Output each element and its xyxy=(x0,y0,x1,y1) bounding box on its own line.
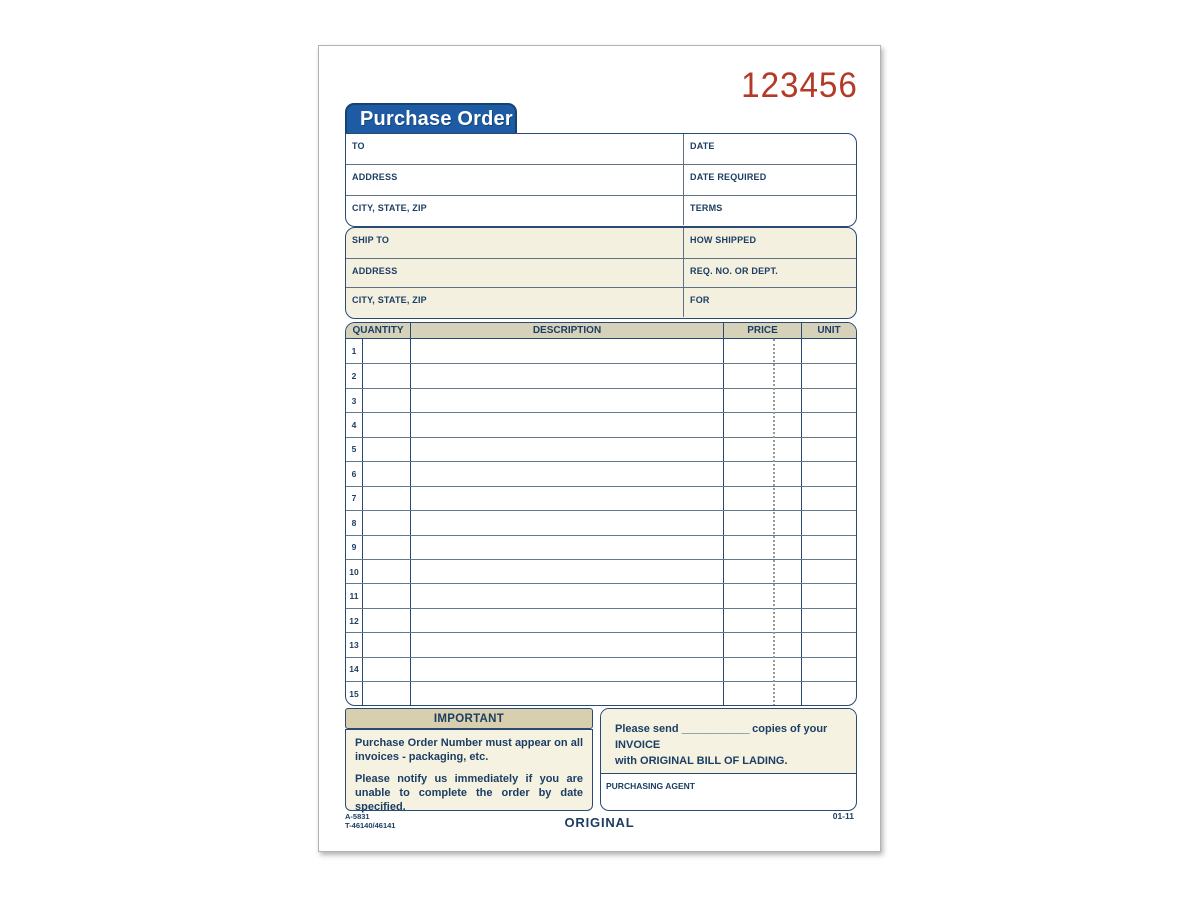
invoice-note-line2: with ORIGINAL BILL OF LADING. xyxy=(615,754,788,767)
description-cell xyxy=(411,462,724,485)
price-cell xyxy=(724,462,802,485)
description-cell xyxy=(411,511,724,534)
order-number: 123456 xyxy=(741,66,858,105)
table-row xyxy=(346,461,856,485)
ship-city-state-zip-field-label: CITY, STATE, ZIP xyxy=(352,295,427,306)
date-field-label: DATE xyxy=(690,141,715,151)
items-table-header xyxy=(346,323,856,339)
row-number: 14 xyxy=(346,658,363,681)
description-cell xyxy=(411,389,724,412)
items-table xyxy=(345,322,857,706)
table-row xyxy=(346,583,856,607)
unit-cell xyxy=(802,413,856,436)
row-number: 15 xyxy=(346,682,363,705)
quantity-cell xyxy=(363,364,411,387)
price-cell xyxy=(724,658,802,681)
quantity-cell xyxy=(363,487,411,510)
row-number: 11 xyxy=(346,584,363,607)
unit-cell xyxy=(802,339,856,363)
row-number: 8 xyxy=(346,511,363,534)
table-row xyxy=(346,681,856,705)
quantity-cell xyxy=(363,462,411,485)
description-cell xyxy=(411,536,724,559)
quantity-cell xyxy=(363,560,411,583)
row-number: 1 xyxy=(346,339,363,363)
description-cell xyxy=(411,364,724,387)
table-row xyxy=(346,559,856,583)
date-code: 01-11 xyxy=(832,811,854,821)
price-decimal-dotted-rule xyxy=(773,339,775,706)
quantity-cell xyxy=(363,438,411,461)
row-number: 7 xyxy=(346,487,363,510)
invoice-instruction-box xyxy=(600,708,857,811)
important-paragraph-2: Please notify us immediately if you are unable to complete the order by date specified. xyxy=(355,772,583,814)
price-cell xyxy=(724,438,802,461)
table-row xyxy=(346,632,856,656)
important-heading: IMPORTANT xyxy=(433,712,505,725)
ship-to-section xyxy=(345,227,857,319)
field-row xyxy=(346,287,856,317)
field-row xyxy=(346,134,856,164)
description-cell xyxy=(411,658,724,681)
row-number: 13 xyxy=(346,633,363,656)
row-number: 2 xyxy=(346,364,363,387)
table-row xyxy=(346,363,856,387)
unit-column-header: UNIT xyxy=(817,325,841,336)
price-cell xyxy=(724,536,802,559)
to-field-label: TO xyxy=(352,141,365,151)
quantity-cell xyxy=(363,658,411,681)
row-number: 9 xyxy=(346,536,363,559)
description-cell xyxy=(411,438,724,461)
unit-cell xyxy=(802,487,856,510)
form-title: Purchase Order xyxy=(360,107,513,130)
table-row xyxy=(346,339,856,363)
bill-to-section xyxy=(345,133,857,227)
quantity-cell xyxy=(363,389,411,412)
price-cell xyxy=(724,560,802,583)
unit-cell xyxy=(802,609,856,632)
description-cell xyxy=(411,584,724,607)
price-cell xyxy=(724,633,802,656)
purchase-order-form-page xyxy=(318,45,881,852)
copy-designation: ORIGINAL xyxy=(564,815,635,830)
important-body xyxy=(345,729,593,814)
description-cell xyxy=(411,682,724,705)
field-row xyxy=(346,258,856,288)
important-header xyxy=(345,708,593,729)
title-tab xyxy=(345,103,517,133)
field-row xyxy=(346,164,856,194)
table-row xyxy=(346,535,856,559)
items-table-body xyxy=(346,339,856,706)
price-cell xyxy=(724,609,802,632)
price-cell xyxy=(724,682,802,705)
price-column-header: PRICE xyxy=(724,323,802,338)
form-code-2: T-46140/46141 xyxy=(345,820,396,830)
table-row xyxy=(346,608,856,632)
field-row xyxy=(346,195,856,225)
table-row xyxy=(346,486,856,510)
quantity-cell xyxy=(363,511,411,534)
invoice-note-pre: Please send xyxy=(615,723,679,735)
price-cell xyxy=(724,487,802,510)
purchasing-agent-area xyxy=(601,774,856,796)
quantity-cell xyxy=(363,633,411,656)
date-required-field-label: DATE REQUIRED xyxy=(690,172,767,183)
quantity-cell xyxy=(363,682,411,705)
important-paragraph-1: Purchase Order Number must appear on all invoices - packaging, etc. xyxy=(355,737,583,764)
row-number: 3 xyxy=(346,389,363,412)
row-number: 12 xyxy=(346,609,363,632)
unit-cell xyxy=(802,462,856,485)
how-shipped-field-label: HOW SHIPPED xyxy=(690,235,757,245)
unit-cell xyxy=(802,389,856,412)
unit-cell xyxy=(802,658,856,681)
address-field-label: ADDRESS xyxy=(352,172,398,183)
description-column-header: DESCRIPTION xyxy=(411,323,724,338)
unit-cell xyxy=(802,584,856,607)
purchasing-agent-label: PURCHASING AGENT xyxy=(606,781,695,791)
description-cell xyxy=(411,560,724,583)
form-code-1: A-5831 xyxy=(345,812,370,821)
row-number: 10 xyxy=(346,560,363,583)
invoice-note-post: copies of your INVOICE xyxy=(615,723,828,751)
description-cell xyxy=(411,487,724,510)
unit-cell xyxy=(802,536,856,559)
quantity-cell xyxy=(363,584,411,607)
description-cell xyxy=(411,633,724,656)
price-cell xyxy=(724,389,802,412)
unit-cell xyxy=(802,560,856,583)
table-row xyxy=(346,412,856,436)
table-row xyxy=(346,388,856,412)
description-cell xyxy=(411,609,724,632)
unit-cell xyxy=(802,633,856,656)
row-number: 4 xyxy=(346,413,363,436)
description-cell xyxy=(411,413,724,436)
ship-address-field-label: ADDRESS xyxy=(352,265,398,276)
quantity-cell xyxy=(363,536,411,559)
for-field-label: FOR xyxy=(690,295,710,306)
terms-field-label: TERMS xyxy=(690,202,723,213)
copies-blank-line: ____________ xyxy=(681,723,750,735)
city-state-zip-field-label: CITY, STATE, ZIP xyxy=(352,202,427,213)
price-cell xyxy=(724,584,802,607)
price-cell xyxy=(724,339,802,363)
quantity-cell xyxy=(363,609,411,632)
price-cell xyxy=(724,511,802,534)
table-row xyxy=(346,510,856,534)
unit-cell xyxy=(802,682,856,705)
table-row xyxy=(346,437,856,461)
price-cell xyxy=(724,364,802,387)
price-cell xyxy=(724,413,802,436)
row-number: 5 xyxy=(346,438,363,461)
quantity-cell xyxy=(363,339,411,363)
row-number: 6 xyxy=(346,462,363,485)
table-row xyxy=(346,657,856,681)
invoice-note xyxy=(601,709,856,774)
unit-cell xyxy=(802,364,856,387)
unit-cell xyxy=(802,511,856,534)
ship-to-field-label: SHIP TO xyxy=(352,235,390,245)
description-cell xyxy=(411,339,724,363)
req-no-dept-field-label: REQ. NO. OR DEPT. xyxy=(690,265,778,276)
quantity-column-header: QUANTITY xyxy=(346,323,411,338)
unit-cell xyxy=(802,438,856,461)
field-row xyxy=(346,228,856,258)
quantity-cell xyxy=(363,413,411,436)
